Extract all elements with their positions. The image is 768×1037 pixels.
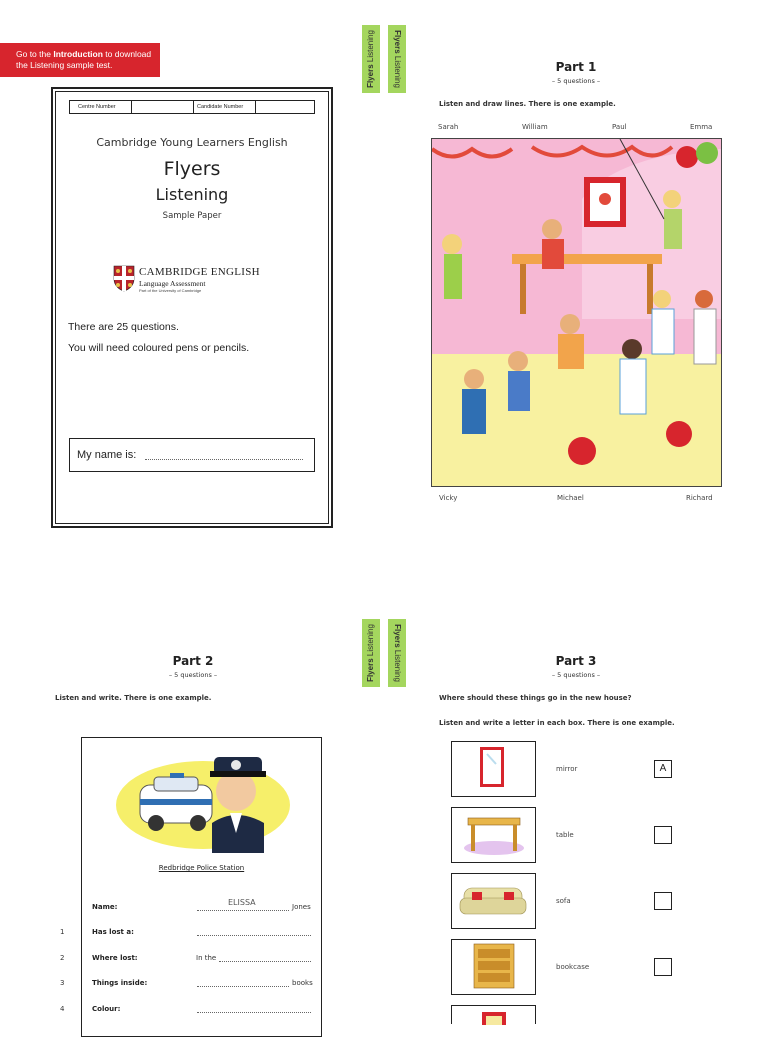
item-table-answer-box[interactable] — [654, 826, 672, 844]
police-officer-illustration-icon — [114, 743, 292, 853]
part1-instruction: Listen and draw lines. There is one example. — [439, 100, 616, 108]
logo-sub: Language Assessment — [139, 279, 206, 288]
part2-instruction: Listen and write. There is one example. — [55, 694, 212, 702]
item-table-picture — [451, 807, 536, 863]
logo-tiny: Part of the University of Cambridge — [139, 288, 202, 293]
name-box[interactable] — [69, 438, 315, 472]
name-emma: Emma — [690, 123, 713, 131]
row-4-answer-line[interactable] — [197, 1012, 311, 1013]
item-sofa-label: sofa — [556, 897, 571, 905]
materials-note: You will need coloured pens or pencils. — [68, 342, 250, 354]
row-2-label: Where lost: — [92, 954, 138, 962]
picture-frame-icon — [452, 1006, 535, 1025]
station-name: Redbridge Police Station — [158, 864, 245, 872]
row-name-answer: ELISSA — [228, 898, 256, 907]
row-2-answer-line[interactable] — [219, 961, 311, 962]
item-bookcase-label: bookcase — [556, 963, 590, 971]
item-sofa-picture — [451, 873, 536, 929]
row-1-label: Has lost a: — [92, 928, 134, 936]
banner-text: Go to the — [16, 49, 54, 59]
part2-subtitle: – 5 questions – — [168, 671, 218, 679]
introduction-link[interactable]: Introduction — [53, 49, 103, 59]
row-2-prefix: In the — [196, 954, 217, 962]
sofa-icon — [452, 874, 535, 928]
bookcase-icon — [452, 940, 535, 994]
row-3-label: Things inside: — [92, 979, 148, 987]
row-name-suffix: Jones — [292, 903, 311, 911]
item-sofa-answer-box[interactable] — [654, 892, 672, 910]
exam-title: Cambridge Young Learners English — [96, 136, 288, 149]
name-vicky: Vicky — [439, 494, 458, 502]
row-3-answer-line[interactable] — [197, 986, 289, 987]
part3-instruction: Listen and write a letter in each box. There is one example. — [439, 719, 675, 727]
part3-question: Where should these things go in the new house? — [439, 694, 632, 702]
banner-text-line2: the Listening sample test. — [16, 60, 113, 70]
name-label: My name is: — [77, 449, 137, 461]
row-3-number: 3 — [60, 979, 65, 987]
party-illustration — [431, 138, 722, 487]
tab-flyers-listening-2: Flyers Listening — [388, 25, 406, 93]
level-title: Flyers — [163, 158, 221, 180]
item-mirror-label: mirror — [556, 765, 578, 773]
part2-title: Part 2 — [172, 654, 214, 668]
paper-title: Listening — [155, 185, 229, 204]
item-bookcase-picture — [451, 939, 536, 995]
introduction-link-banner[interactable] — [0, 43, 160, 77]
name-richard: Richard — [686, 494, 713, 502]
candidate-number-label: Candidate Number — [197, 104, 244, 110]
part1-subtitle: – 5 questions – — [551, 77, 601, 85]
row-4-number: 4 — [60, 1005, 65, 1013]
part3-title: Part 3 — [555, 654, 597, 668]
cambridge-shield-icon — [113, 265, 135, 292]
name-sarah: Sarah — [438, 123, 459, 131]
row-3-suffix: books — [292, 979, 313, 987]
item-5-picture — [451, 1005, 536, 1024]
table-icon — [452, 808, 535, 862]
party-scene-icon — [432, 139, 722, 487]
candidate-id-row — [69, 100, 315, 114]
logo-main: CAMBRIDGE ENGLISH — [139, 266, 260, 278]
row-1-number: 1 — [60, 928, 65, 936]
row-2-number: 2 — [60, 954, 65, 962]
row-1-answer-line[interactable] — [197, 935, 311, 936]
name-paul: Paul — [612, 123, 627, 131]
item-table-label: table — [556, 831, 574, 839]
row-4-label: Colour: — [92, 1005, 121, 1013]
item-bookcase-answer-box[interactable] — [654, 958, 672, 976]
item-mirror-answer-box[interactable]: A — [654, 760, 672, 778]
mirror-icon — [452, 742, 535, 796]
banner-text: to download — [102, 49, 152, 59]
tab-flyers-listening-1: Flyers Listening — [362, 25, 380, 93]
tab-flyers-listening-4: Flyers Listening — [388, 619, 406, 687]
item-mirror-picture — [451, 741, 536, 797]
part1-title: Part 1 — [555, 60, 597, 74]
row-name-label: Name: — [92, 903, 118, 911]
tab-flyers-listening-3: Flyers Listening — [362, 619, 380, 687]
centre-number-label: Centre Number — [78, 104, 116, 110]
question-count: There are 25 questions. — [68, 321, 179, 333]
part3-subtitle: – 5 questions – — [551, 671, 601, 679]
name-william: William — [522, 123, 548, 131]
sample-paper-label: Sample Paper — [162, 211, 222, 221]
name-michael: Michael — [557, 494, 584, 502]
